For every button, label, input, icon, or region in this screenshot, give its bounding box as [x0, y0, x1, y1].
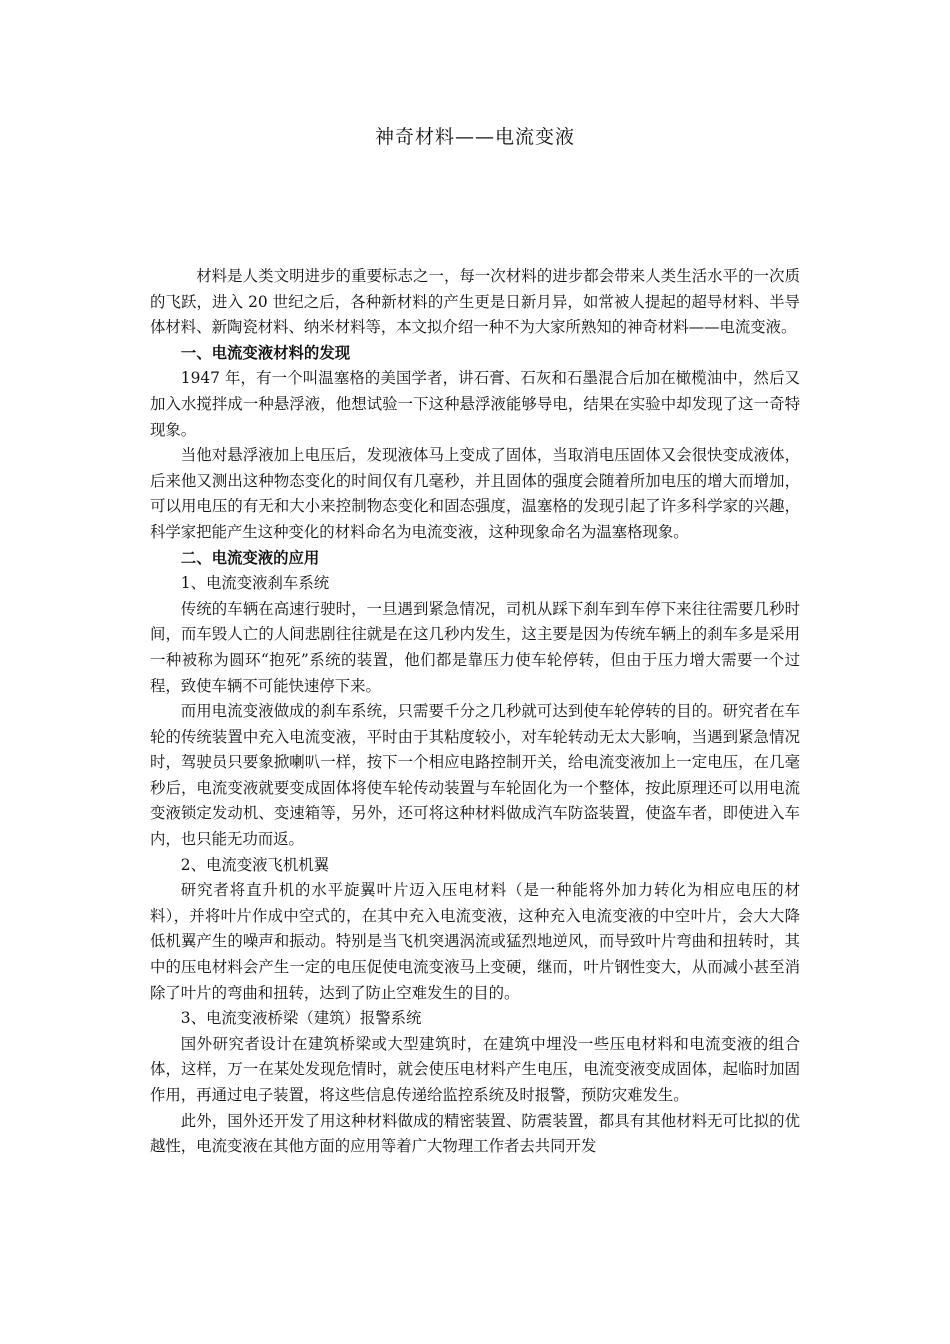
section1-paragraph-2: 当他对悬浮液加上电压后，发现液体马上变成了固体，当取消电压固体又会很快变成液体，后来他又测出这种物态变化的时间仅有几毫秒，并且固体的强度会随着所加电压的增大而增加，可以用电压的有无和大小来控制物态变化和固态强度，温塞格的发现引起了许多科学家的兴趣，科学家把能产生这种变化的材料命名为电流变液，这种现象命名为温塞格现象。 — [150, 446, 800, 541]
section1-paragraph-1: 1947 年，有一个叫温塞格的美国学者，讲石膏、石灰和石墨混合后加在橄榄油中，然后又加入水搅拌成一种悬浮液，他想试验一下这种悬浮液能够导电，结果在实验中却发现了这一奇特现象。 — [150, 369, 800, 439]
section2-heading: 二、电流变液的应用 — [180, 548, 320, 567]
document-title: 神奇材料——电流变液 — [374, 126, 575, 148]
subsection2-paragraph-1: 研究者将直升机的水平旋翼叶片迈入压电材料（是一种能将外加力转化为相应电压的材料），并将叶片作成中空式的，在其中充入电流变液，这种充入电流变液的中空叶片，会大大降低机翼产生的噪声和振动。特别是当飞机突遇涡流或猛烈地逆风，而导致叶片弯曲和扭转时，其中的压电材料会产生一定的电压促使电流变液马上变硬，继而，叶片钢性变大，从而减小甚至消除了叶片的弯曲和扭转，达到了防止空难发生的目的。 — [150, 881, 800, 1002]
subsection2-heading: 2、电流变液飞机机翼 — [180, 855, 330, 874]
section1-heading: 一、电流变液材料的发现 — [180, 343, 351, 362]
subsection1-heading: 1、电流变液刹车系统 — [180, 574, 330, 593]
subsection3-paragraph-2: 此外，国外还开发了用这种材料做成的精密装置、防震装置，都具有其他材料无可比拟的优越性，电流变液在其他方面的应用等着广大物理工作者去共同开发 — [150, 1111, 800, 1156]
subsection1-paragraph-2: 而用电流变液做成的刹车系统，只需要千分之几秒就可达到使车轮停转的目的。研究者在车轮的传统装置中充入电流变液，平时由于其粘度较小，对车轮转动无太大影响，当遇到紧急情况时，驾驶员只要象掀喇叭一样，按下一个相应电路控制开关，给电流变液加上一定电压，在几毫秒后，电流变液就要变成固体将使车轮传动装置与车轮固化为一个整体，按此原理还可以用电流变液锁定发动机、变速箱等，另外，还可将这种材料做成汽车防盗装置，使盗车者，即使进入车内，也只能无功而返。 — [150, 702, 800, 849]
intro-paragraph: 材料是人类文明进步的重要标志之一，每一次材料的进步都会带来人类生活水平的一次质的飞跃，进入 20 世纪之后，各种新材料的产生更是日新月异，如常被人提起的超导材料、半导体材料、新陶瓷材料、纳米材料等，本文拟介绍一种不为大家所熟知的神奇材料——电流变液。 — [150, 267, 800, 337]
subsection1-paragraph-1: 传统的车辆在高速行驶时，一旦遇到紧急情况，司机从踩下刹车到车停下来往往需要几秒时间，而车毁人亡的人间悲剧往往就是在这几秒内发生，这主要是因为传统车辆上的刹车多是采用一种被称为圆环“抱死”系统的装置，他们都是靠压力使车轮停转，但由于压力增大需要一个过程，致使车辆不可能快速停下来。 — [150, 599, 800, 695]
subsection3-paragraph-1: 国外研究者设计在建筑桥梁或大型建筑时，在建筑中埋没一些压电材料和电流变液的组合体，这样，万一在某处发现危情时，就会使压电材料产生电压，电流变液变成固体，起临时加固作用，再通过电子装置，将这些信息传递给监控系统及时报警，预防灾难发生。 — [150, 1034, 800, 1104]
document-body — [150, 264, 800, 1160]
subsection3-heading: 3、电流变液桥梁（建筑）报警系统 — [180, 1009, 422, 1028]
